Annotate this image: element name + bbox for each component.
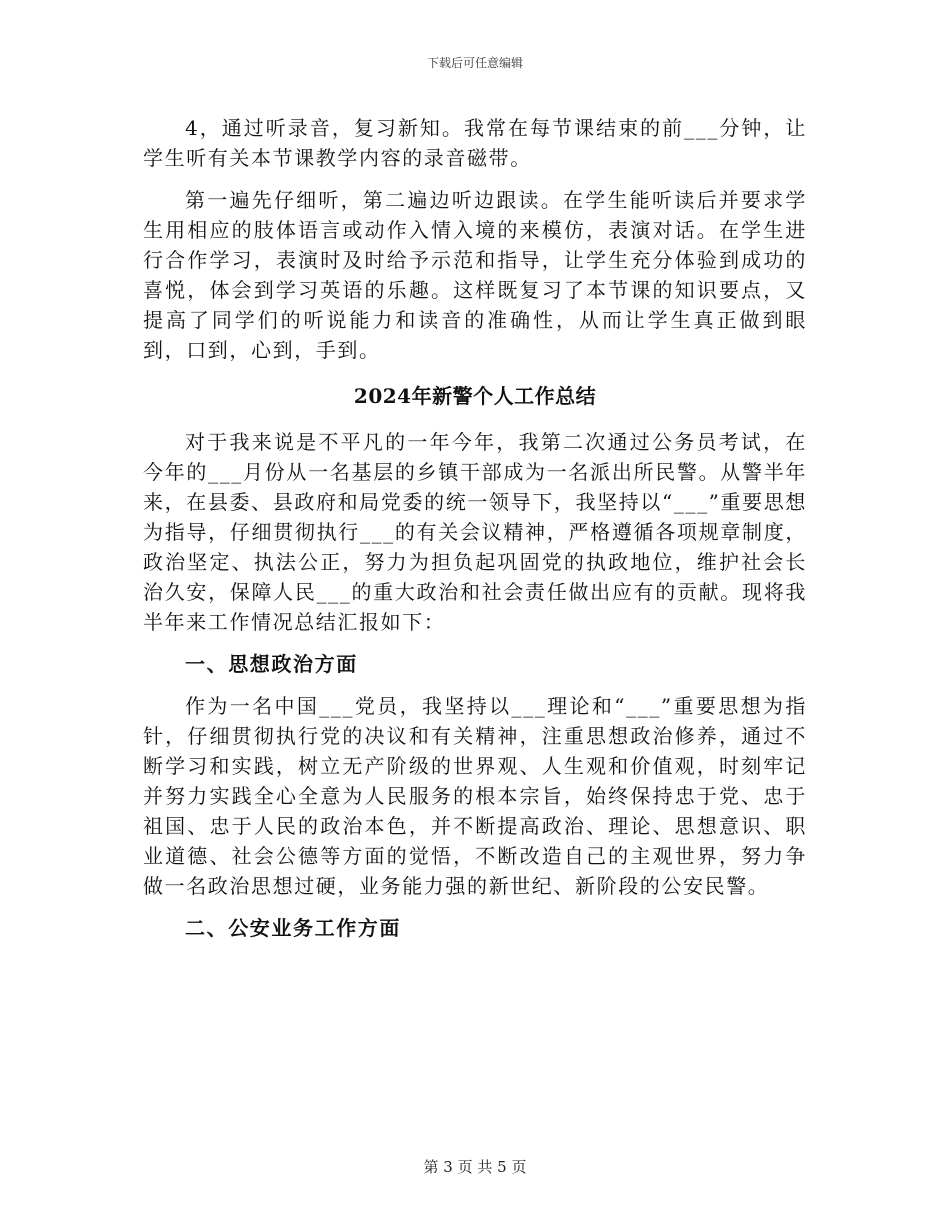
- paragraph-first-listen: 第一遍先仔细听，第二遍边听边跟读。在学生能听读后并要求学生用相应的肢体语言或动作入情入境的来模仿，表演对话。在学生进行合作学习，表演时及时给予示范和指导，让学生充分体验到成功的喜悦，体会到学习英语的乐趣。这样既复习了本节课的知识要点，又提高了同学们的听说能力和读音的准确性，从而让学生真正做到眼到，口到，心到，手到。: [143, 188, 807, 362]
- section-heading-ideology: 一、思想政治方面: [185, 652, 358, 676]
- paragraph-intro: 对于我来说是不平凡的一年今年，我第二次通过公务员考试，在今年的___月份从一名基层的乡镇干部成为一名派出所民警。从警半年来，在县委、县政府和局党委的统一领导下，我坚持以“___”重要思想为指导，仔细贯彻执行___的有关会议精神，严格遵循各项规章制度，政治坚定、执法公正，努力为担负起巩固党的执政地位，维护社会长治久安，保障人民___的重大政治和社会责任做出应有的贡献。现将我半年来工作情况总结汇报如下：: [143, 430, 807, 634]
- paragraph-ideology: 作为一名中国___党员，我坚持以___理论和“___”重要思想为指针，仔细贯彻执行党的决议和有关精神，注重思想政治修养，通过不断学习和实践，树立无产阶级的世界观、人生观和价值观，时刻牢记并努力实践全心全意为人民服务的根本宗旨，始终保持忠于党、忠于祖国、忠于人民的政治本色，并不断提高政治、理论、思想意识、职业道德、社会公德等方面的觉悟，不断改造自己的主观世界，努力争做一名政治思想过硬，业务能力强的新世纪、新阶段的公安民警。: [143, 694, 807, 898]
- section-heading-police-work: 二、公安业务工作方面: [185, 916, 401, 940]
- page-footer: 第 3 页 共 5 页: [423, 1158, 527, 1176]
- paragraph-listening-review: 4，通过听录音，复习新知。我常在每节课结束的前___分钟，让学生听有关本节课教学内容的录音磁带。: [143, 116, 807, 170]
- document-body: [143, 113, 807, 955]
- document-title: 2024年新警个人工作总结: [353, 384, 597, 408]
- page-header: 下载后可任意编辑: [426, 56, 523, 70]
